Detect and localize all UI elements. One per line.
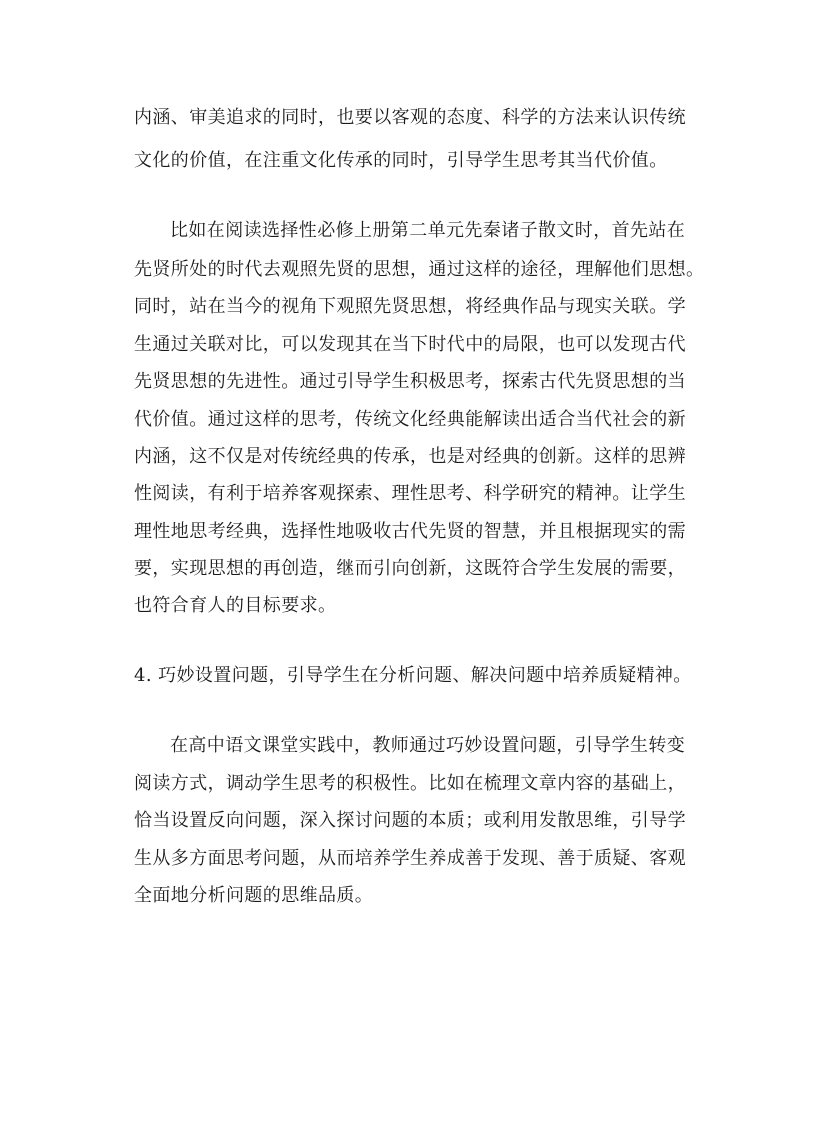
text-line: 生通过关联对比，可以发现其在当下时代中的局限，也可以发现古代 — [134, 334, 686, 355]
text-line: 理性地思考经典，选择性地吸收古代先贤的智慧，并且根据现实的需 — [134, 521, 686, 542]
text-line: 同时，站在当今的视角下观照先贤思想，将经典作品与现实关联。学 — [134, 296, 686, 317]
text-line: 在高中语文课堂实践中，教师通过巧妙设置问题，引导学生转变 — [170, 735, 686, 756]
text-line: 阅读方式，调动学生思考的积极性。比如在梳理文章内容的基础上， — [134, 773, 686, 794]
text-line: 性阅读，有利于培养客观探索、理性思考、科学研究的精神。让学生 — [134, 483, 686, 504]
text-line: 比如在阅读选择性必修上册第二单元先秦诸子散文时，首先站在 — [170, 220, 686, 241]
text-line: 生从多方面思考问题，从而培养学生养成善于发现、善于质疑、客观 — [134, 848, 686, 869]
text-line: 全面地分析问题的思维品质。 — [134, 885, 374, 906]
text-line: 先贤所处的时代去观照先贤的思想，通过这样的途径，理解他们思想。 — [134, 259, 705, 280]
text-line: 恰当设置反向问题，深入探讨问题的本质；或利用发散思维，引导学 — [134, 810, 686, 831]
text-line: 要，实现思想的再创造，继而引向创新，这既符合学生发展的需要， — [134, 558, 686, 579]
text-line: 文化的价值，在注重文化传承的同时，引导学生思考其当代价值。 — [134, 150, 668, 171]
text-line: 代价值。通过这样的思考，传统文化经典能解读出适合当代社会的新 — [134, 409, 686, 430]
text-line: 内涵，这不仅是对传统经典的传承，也是对经典的创新。这样的思辨 — [134, 446, 686, 467]
text-line: 内涵、审美追求的同时，也要以客观的态度、科学的方法来认识传统 — [134, 107, 686, 128]
text-line: 也符合育人的目标要求。 — [134, 595, 337, 616]
text-line: 先贤思想的先进性。通过引导学生积极思考，探索古代先贤思想的当 — [134, 371, 686, 392]
heading-line: 4. 巧妙设置问题，引导学生在分析问题、解决问题中培养质疑精神。 — [134, 665, 692, 686]
